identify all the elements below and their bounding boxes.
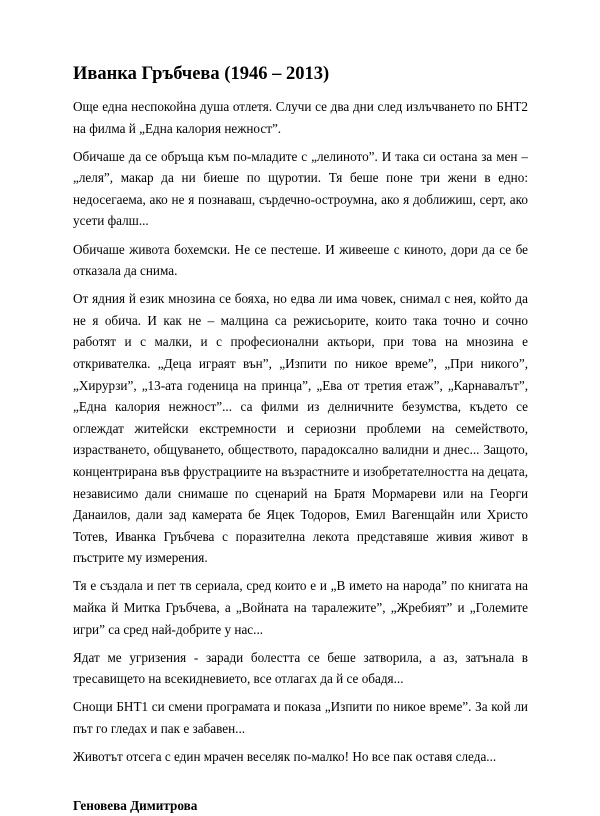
paragraph: Ядат ме угризения - заради болестта се беше затворила, а аз, затънала в тресавището на всекидневието, все отлагах да й се обадя... bbox=[73, 649, 528, 687]
document-page bbox=[73, 62, 528, 816]
page-title: Иванка Гръбчева (1946 – 2013) bbox=[73, 64, 330, 84]
paragraph: Обичаше живота бохемски. Не се пестеше. И живееше с киното, дори да се бе отказала да снима. bbox=[73, 241, 528, 279]
paragraph: Снощи БНТ1 си смени програмата и показа „Изпити по никое време”. За кой ли път го гледах и пак е забавен... bbox=[73, 699, 528, 737]
author-signature: Геновева Димитрова bbox=[73, 797, 198, 813]
paragraph: Обичаше да се обръща към по-младите с „лелиното”. И така си остана за мен – „леля”, макар да ни биеше по щуротии. Тя беше поне три жени в едно: недосегаема, ако не я познаваш, сърдечно-остроумна, ако я доближиш, серт, ако усети фалш... bbox=[73, 148, 528, 229]
paragraph: Още една неспокойна душа отлетя. Случи се два дни след излъчването по БНТ2 на филма й „Една калория нежност”. bbox=[73, 99, 528, 136]
paragraph: Тя е създала и пет тв сериала, сред които е и „В името на народа” по книгата на майка й Митка Гръбчева, а „Войната на таралежите”, „Жребият” и „Големите игри” са сред най-добрите у нас... bbox=[73, 578, 528, 637]
paragraph: От ядния й език мнозина се бояха, но едва ли има човек, снимал с нея, който да не я обича. И как не – малцина са режисьорите, които така точно и сочно работят и с малки, и с професионални актьори, при това на мнозина е откривателка. „Деца играят вън”, „Изпити по никое време”, „При никого”, „Хирурзи”, „13-ата годеница на принца”, „Ева от третия етаж”, „Карнавалът”, „Една калория нежност”... са филми из делничните безумства, където се оглеждат житейски екстремности и сериозни проблеми на семейството, израстването, общуването, обществото, парадоксално валидни и днес... Защото, концентрирана във фрустрациите на възрастните и изобретателността на децата, независимо дали снимаше по сценарий на Братя Мормареви или на Георги Данаилов, дали зад камерата бе Яцек Тодоров, Емил Вагенщайн или Христо Тотев, Иванка Гръбчева с поразителна лекота представяше живия живот в пъстрите му измерения. bbox=[73, 291, 528, 566]
paragraph: Животът отсега с един мрачен веселяк по-малко! Но все пак оставя следа... bbox=[73, 749, 497, 765]
